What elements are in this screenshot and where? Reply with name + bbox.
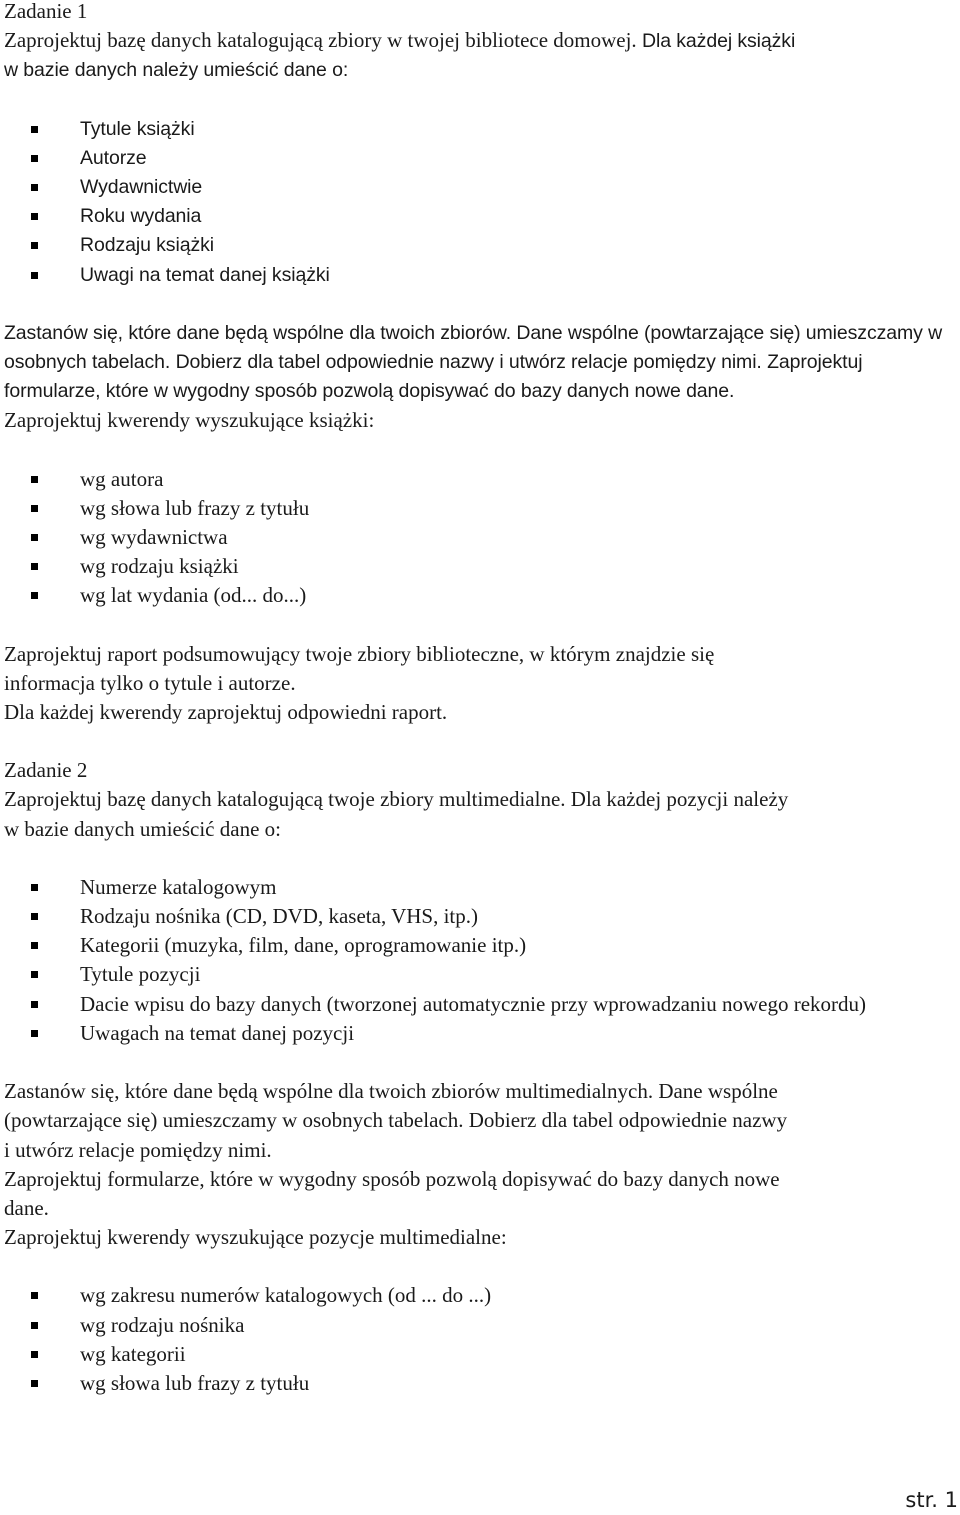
list-item: Dacie wpisu do bazy danych (tworzonej automatycznie przy wprowadzaniu nowego rekordu) bbox=[4, 990, 954, 1019]
spacer bbox=[4, 727, 954, 756]
task1-paragraph: Zastanów się, które dane będą wspólne dla twoich zbiorów. Dane wspólne (powtarzające się) umieszczamy w osobnych tabelach. Dobierz dla tabel odpowiednie nazwy i utwórz relacje pomiędzy nimi. Zaprojektuj formularze, które w wygodny sposób pozwolą dopisywać do bazy danych nowe dane. bbox=[4, 321, 943, 403]
spacer bbox=[4, 611, 954, 640]
task1-heading: Zadanie 1 bbox=[4, 0, 88, 23]
list-item: Uwagach na temat danej pozycji bbox=[4, 1019, 954, 1048]
list-item: wg kategorii bbox=[4, 1340, 954, 1369]
task2-para2-line1: Zaprojektuj formularze, które w wygodny sposób pozwolą dopisywać do bazy danych nowe bbox=[4, 1166, 780, 1191]
square-bullet-icon bbox=[31, 155, 38, 162]
list-item: wg słowa lub frazy z tytułu bbox=[4, 1369, 954, 1398]
spacer bbox=[4, 290, 954, 319]
list-item: wg lat wydania (od... do...) bbox=[4, 581, 954, 610]
list-item: wg rodzaju nośnika bbox=[4, 1311, 954, 1340]
task2-para1-line2: (powtarzające się) umieszczamy w osobnych tabelach. Dobierz dla tabel odpowiednie nazwy bbox=[4, 1108, 788, 1133]
task2-heading: Zadanie 2 bbox=[4, 758, 88, 783]
spacer bbox=[4, 1048, 954, 1077]
task1-intro-line1: Zaprojektuj bazę danych katalogującą zbiory w twojej bibliotece domowej. bbox=[4, 28, 637, 53]
list-item: wg zakresu numerów katalogowych (od ... do ...) bbox=[4, 1281, 954, 1310]
list-item: Kategorii (muzyka, film, dane, oprogramowanie itp.) bbox=[4, 931, 954, 960]
task2-queries-intro: Zaprojektuj kwerendy wyszukujące pozycje multimedialne: bbox=[4, 1225, 507, 1250]
square-bullet-icon bbox=[31, 126, 38, 133]
square-bullet-icon bbox=[31, 1351, 38, 1358]
list-item: wg autora bbox=[4, 465, 954, 494]
task1-queries-intro: Zaprojektuj kwerendy wyszukujące książki: bbox=[4, 408, 375, 433]
square-bullet-icon bbox=[31, 476, 38, 483]
list-item: Uwagi na temat danej książki bbox=[4, 261, 954, 290]
list-item: Rodzaju książki bbox=[4, 231, 954, 260]
spacer bbox=[4, 86, 954, 115]
task1-report-line1: Zaprojektuj raport podsumowujący twoje zbiory biblioteczne, w którym znajdzie się bbox=[4, 641, 715, 666]
list-item: wg wydawnictwa bbox=[4, 523, 954, 552]
square-bullet-icon bbox=[31, 505, 38, 512]
page-number: str. 1 bbox=[905, 1488, 958, 1512]
square-bullet-icon bbox=[31, 971, 38, 978]
task2-intro-line1: Zaprojektuj bazę danych katalogującą twoje zbiory multimedialne. Dla każdej pozycji należy bbox=[4, 787, 789, 812]
square-bullet-icon bbox=[31, 184, 38, 191]
task2-intro-line2: w bazie danych umieścić dane o: bbox=[4, 816, 281, 841]
list-item: Autorze bbox=[4, 144, 954, 173]
square-bullet-icon bbox=[31, 1292, 38, 1299]
square-bullet-icon bbox=[31, 272, 38, 279]
task2-para1-line1: Zastanów się, które dane będą wspólne dla twoich zbiorów multimedialnych. Dane wspólne bbox=[4, 1079, 778, 1104]
task2-para1-line3: i utwórz relacje pomiędzy nimi. bbox=[4, 1137, 272, 1162]
task2-para2-line2: dane. bbox=[4, 1195, 49, 1220]
spacer bbox=[4, 1252, 954, 1281]
square-bullet-icon bbox=[31, 242, 38, 249]
square-bullet-icon bbox=[31, 913, 38, 920]
list-item: Tytule książki bbox=[4, 115, 954, 144]
task1-intro-line1b: Dla każdej książki bbox=[636, 30, 796, 53]
list-item: wg rodzaju książki bbox=[4, 552, 954, 581]
list-item: Numerze katalogowym bbox=[4, 873, 954, 902]
list-item: Tytule pozycji bbox=[4, 960, 954, 989]
list-item: Wydawnictwie bbox=[4, 173, 954, 202]
spacer bbox=[4, 436, 954, 465]
square-bullet-icon bbox=[31, 213, 38, 220]
square-bullet-icon bbox=[31, 1322, 38, 1329]
task1-report-line3: Dla każdej kwerendy zaprojektuj odpowiedni raport. bbox=[4, 700, 448, 725]
task1-intro-line2: w bazie danych należy umieścić dane o: bbox=[4, 59, 349, 82]
document-page bbox=[4, 0, 954, 1398]
square-bullet-icon bbox=[31, 592, 38, 599]
task1-fields-list bbox=[4, 115, 954, 290]
task1-intro bbox=[4, 26, 954, 56]
square-bullet-icon bbox=[31, 1001, 38, 1008]
square-bullet-icon bbox=[31, 942, 38, 949]
task2-queries-list bbox=[4, 1281, 954, 1398]
square-bullet-icon bbox=[31, 534, 38, 541]
task2-fields-list bbox=[4, 873, 954, 1048]
square-bullet-icon bbox=[31, 1030, 38, 1037]
list-item: Roku wydania bbox=[4, 202, 954, 231]
square-bullet-icon bbox=[31, 884, 38, 891]
spacer bbox=[4, 844, 954, 873]
task1-queries-list bbox=[4, 465, 954, 611]
task1-report-line2: informacja tylko o tytule i autorze. bbox=[4, 670, 296, 695]
square-bullet-icon bbox=[31, 563, 38, 570]
square-bullet-icon bbox=[31, 1380, 38, 1387]
list-item: wg słowa lub frazy z tytułu bbox=[4, 494, 954, 523]
list-item: Rodzaju nośnika (CD, DVD, kaseta, VHS, itp.) bbox=[4, 902, 954, 931]
